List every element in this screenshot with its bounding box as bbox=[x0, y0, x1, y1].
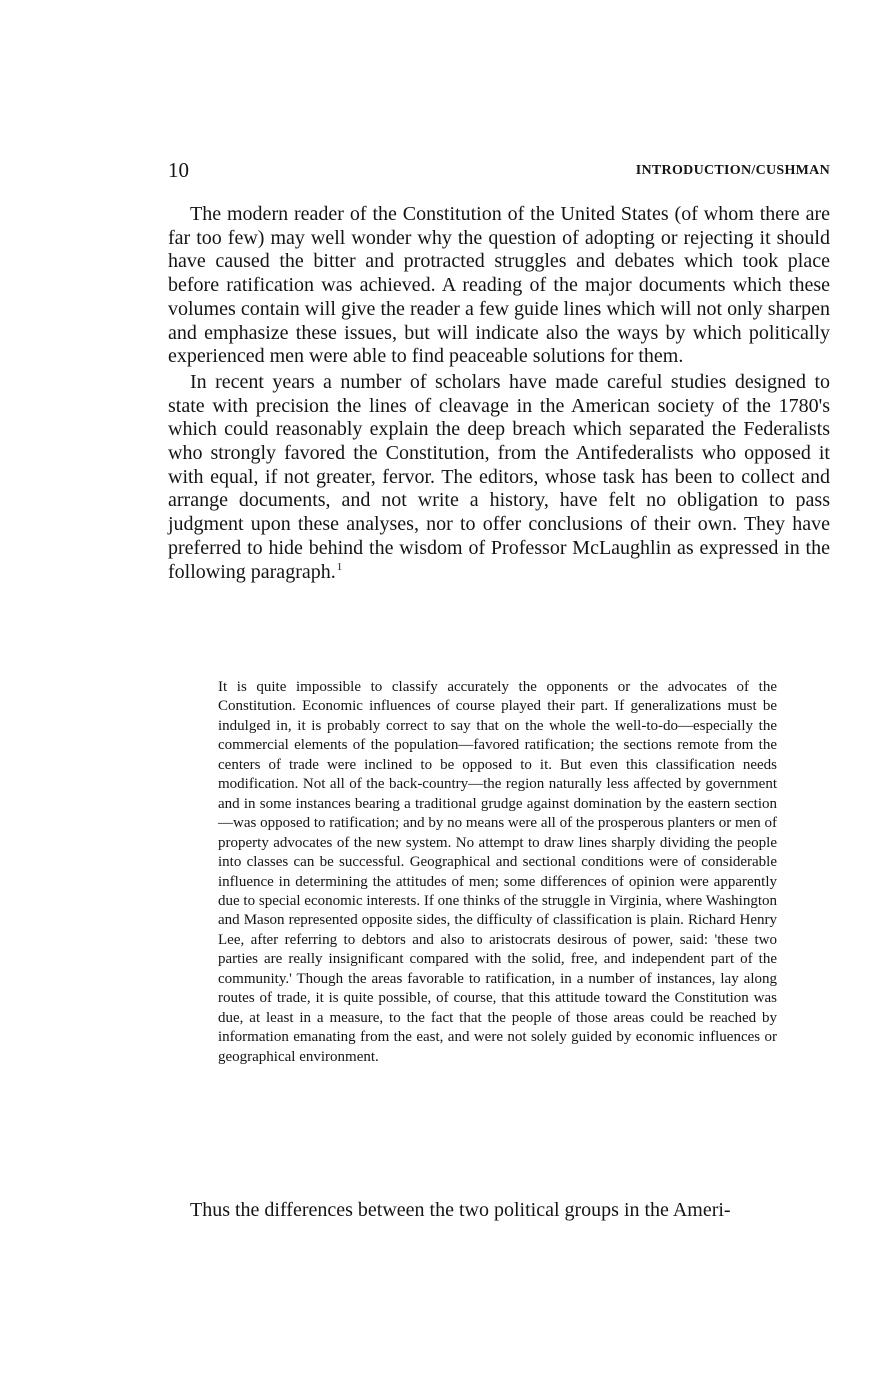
paragraph-text: The modern reader of the Constitution of the United States (of whom there are far too few) may well wonder why the question of adopting or rejecting it should have caused the bitter and protracted struggles and debates which took place before ratification was achieved. A reading of the major documents which these volumes contain will give the reader a few guide lines which will not only sharpen and emphasize these issues, but will indicate also the ways by which politically experienced men were able to find peaceable solutions for them. bbox=[168, 203, 830, 368]
running-head: INTRODUCTION/CUSHMAN bbox=[635, 163, 830, 178]
page-number: 10 bbox=[168, 158, 189, 182]
paragraph-text: Thus the differences between the two political groups in the Ameri- bbox=[190, 1199, 731, 1221]
continuation-paragraph bbox=[168, 1198, 830, 1222]
block-quote-text: It is quite impossible to classify accurately the opponents or the advocates of the Constitution. Economic influences of course played their part. If generalizations must be indulged in, it is probably correct to say that on the whole the well-to-do—especially the commercial elements of the population—favored ratification; the sections remote from the centers of trade were inclined to be opposed to it. But even this classification needs modification. Not all of the back-country—the region naturally less affected by government and in some instances bearing a traditional grudge against domination by the eastern section—was opposed to ratification; and by no means were all of the prosperous planters or men of property advocates of the new system. No attempt to draw lines sharply dividing the people into classes can be successful. Geographical and sectional conditions were of considerable influence in determining the attitudes of men; some differences of opinion were apparently due to special economic interests. If one thinks of the struggle in Virginia, where Washington and Mason represented opposite sides, the difficulty of classification is plain. Richard Henry Lee, after referring to debtors and also to aristocrats desirous of power, said: 'these two parties are really insignificant compared with the solid, free, and independent part of the community.' Though the areas favorable to ratification, in a number of instances, lay along routes of trade, it is quite possible, of course, that this attitude toward the Constitution was due, at least in a measure, to the fact that the people of those areas could be reached by information emanating from the east, and were not solely guided by economic influences or geographical environment. bbox=[218, 679, 778, 1065]
paragraph bbox=[168, 203, 830, 369]
body-text bbox=[168, 203, 830, 584]
page-header bbox=[168, 158, 830, 184]
footnote-marker: 1 bbox=[336, 560, 343, 573]
block-quote bbox=[218, 678, 777, 1067]
paragraph-text: In recent years a number of scholars have made careful studies designed to state with precision the lines of cleavage in the American society of the 1780's which could reasonably explain the deep breach which separated the Federalists who strongly favored the Constitution, from the Antifederalists who opposed it with equal, if not greater, fervor. The editors, whose task has been to collect and arrange documents, and not write a history, have felt no obligation to pass judgment upon these analyses, nor to offer conclusions of their own. They have preferred to hide behind the wisdom of Professor McLaughlin as expressed in the following paragraph. bbox=[168, 370, 830, 583]
paragraph bbox=[168, 371, 830, 584]
